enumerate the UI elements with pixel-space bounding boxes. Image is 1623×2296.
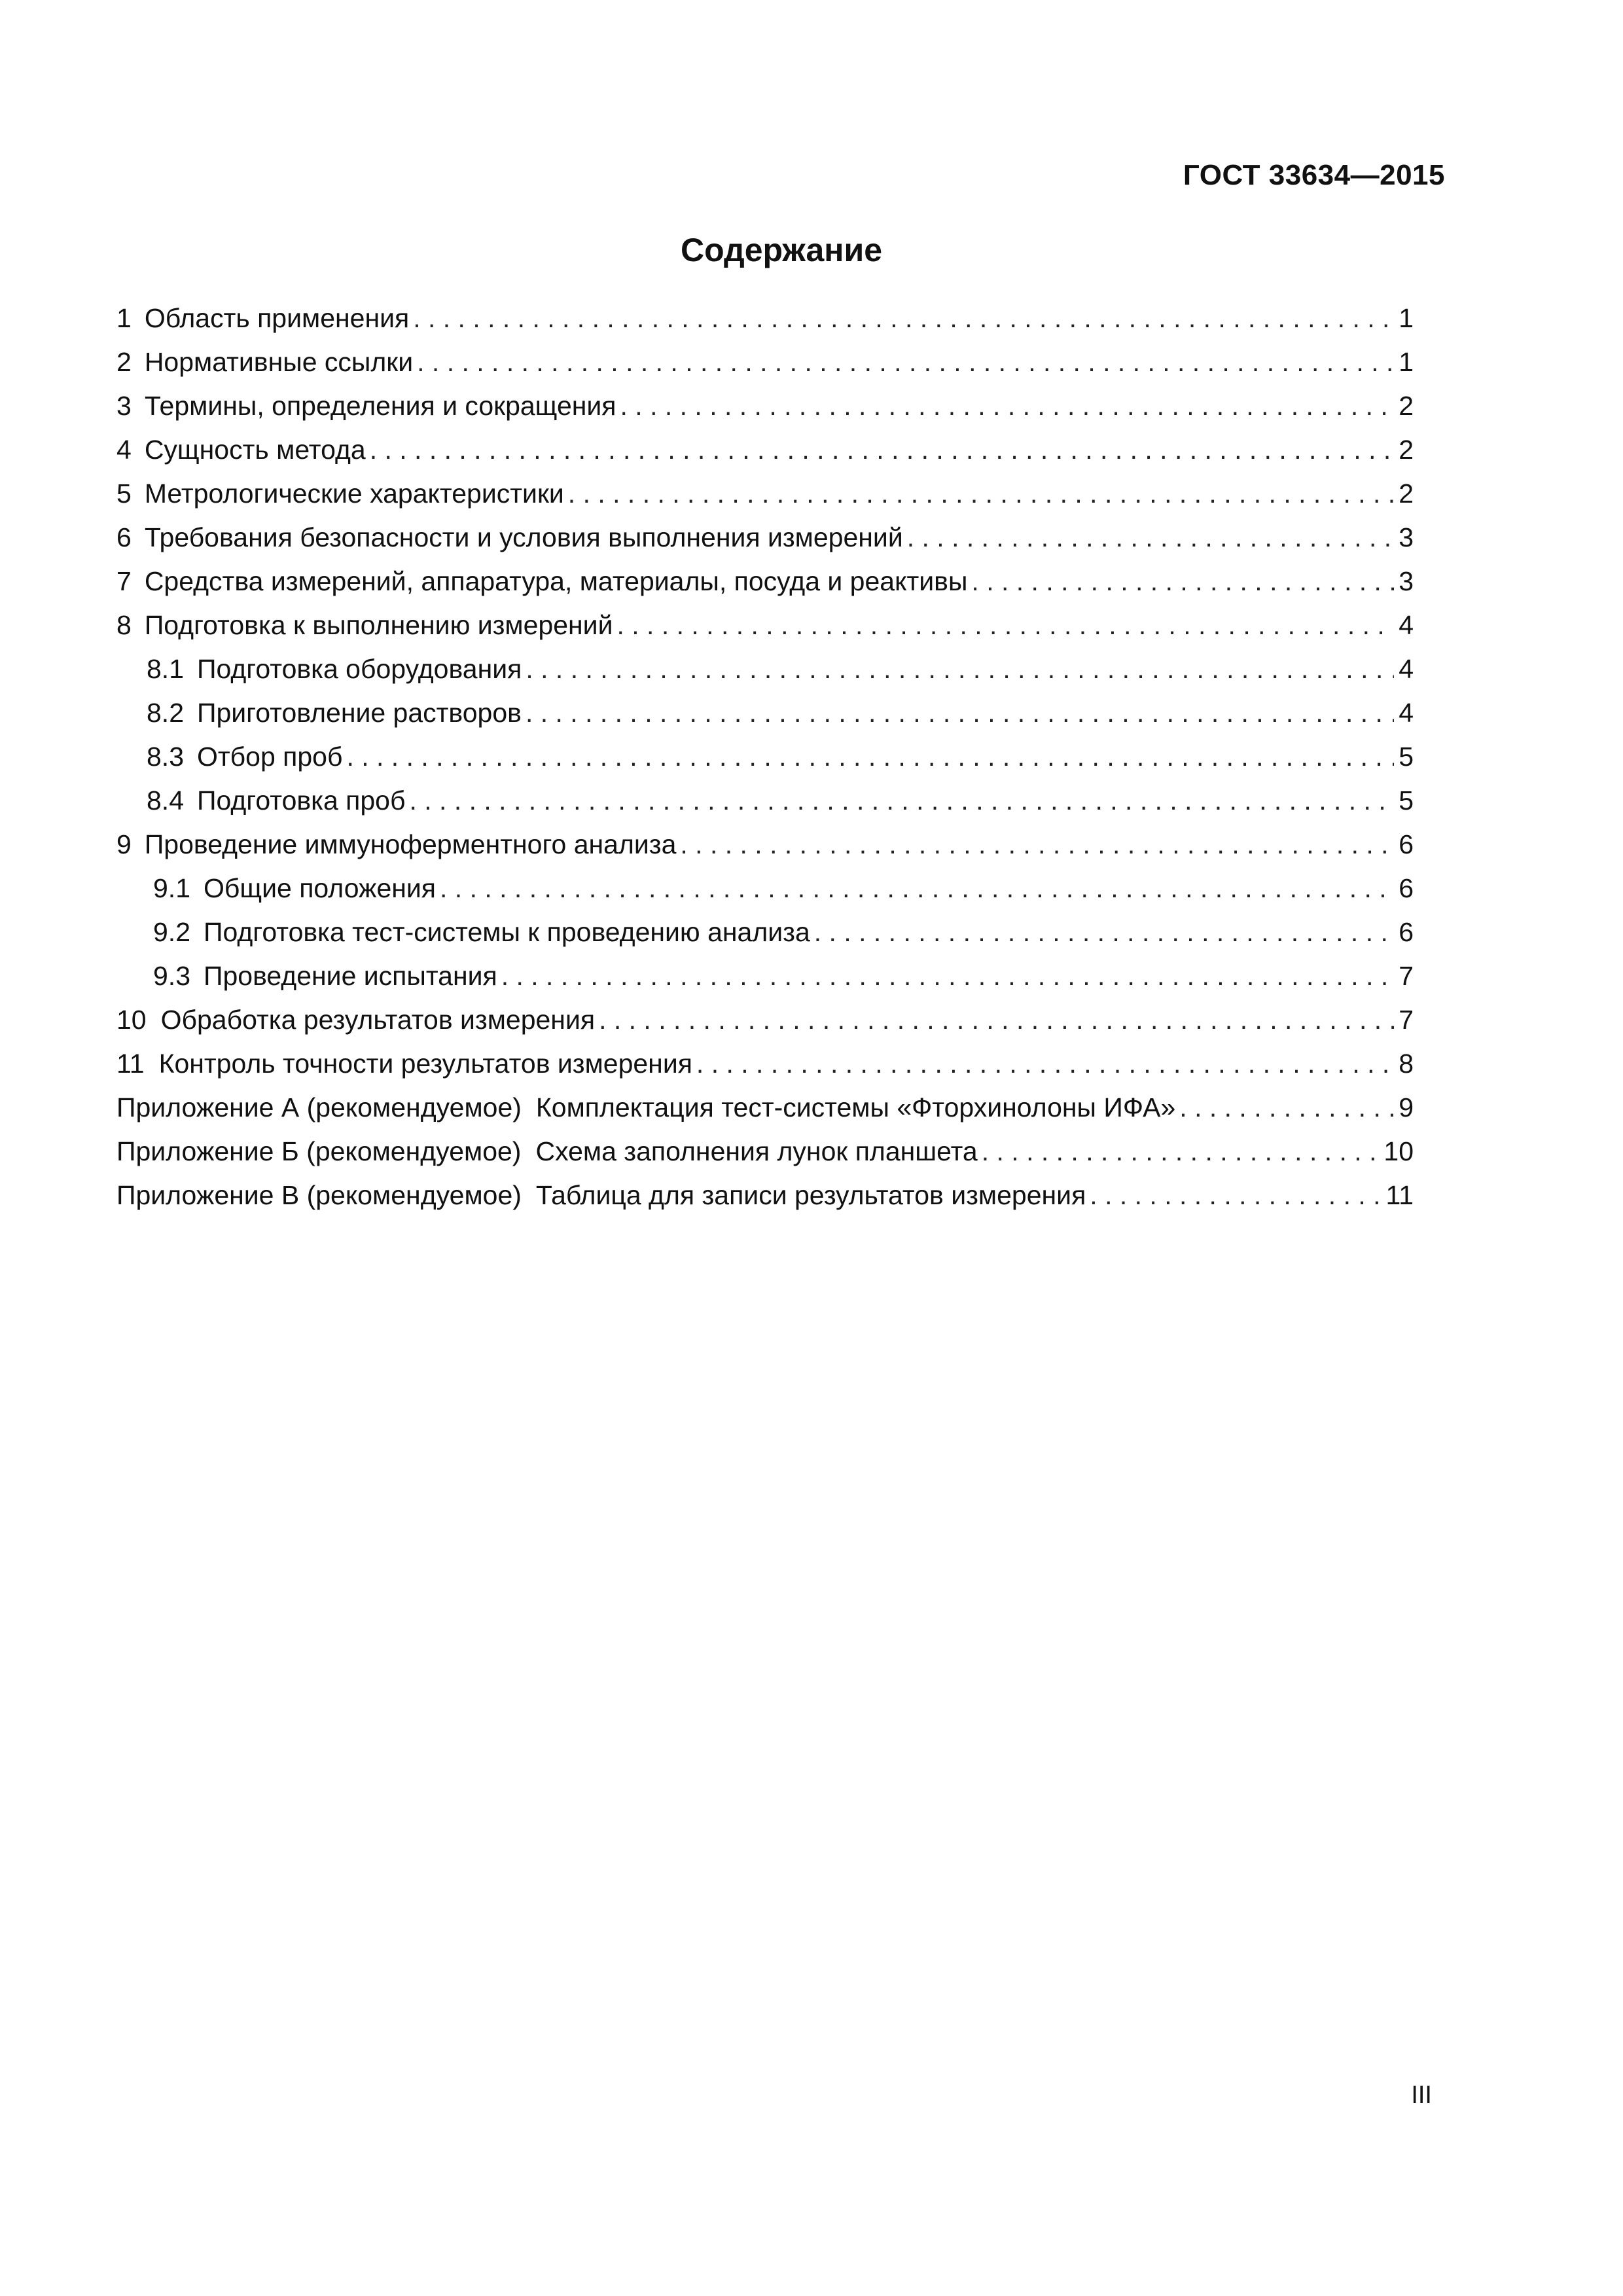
dot-leader bbox=[1090, 1174, 1382, 1217]
toc-entry-label: Сущность метода bbox=[144, 435, 366, 465]
toc-entry-label: Контроль точности результатов измерения bbox=[158, 1049, 692, 1079]
toc-entry-number: 7 bbox=[116, 566, 132, 596]
dot-leader bbox=[568, 472, 1394, 516]
toc-entry-number: 5 bbox=[116, 478, 132, 509]
toc-entry-page: 5 bbox=[1399, 742, 1414, 772]
dot-leader bbox=[814, 910, 1394, 954]
dot-leader bbox=[346, 735, 1394, 779]
toc-entry[interactable] bbox=[116, 603, 1414, 647]
toc-entry-page: 11 bbox=[1385, 1180, 1414, 1210]
toc-title: Содержание bbox=[680, 232, 883, 268]
dot-leader bbox=[696, 1042, 1394, 1086]
toc-entry[interactable] bbox=[116, 823, 1414, 867]
page-number: III bbox=[1411, 2081, 1432, 2109]
toc-entry-number: 6 bbox=[116, 522, 132, 552]
dot-leader bbox=[370, 428, 1394, 472]
toc-entry-label: Подготовка проб bbox=[197, 785, 406, 816]
toc-entry-page: 3 bbox=[1399, 566, 1414, 596]
toc-entry-page: 5 bbox=[1399, 785, 1414, 816]
toc-entry-label: Таблица для записи результатов измерения bbox=[535, 1180, 1086, 1210]
toc-entry-number: 4 bbox=[116, 435, 132, 465]
toc-entry-label: Общие положения bbox=[204, 873, 437, 903]
dot-leader bbox=[907, 516, 1394, 560]
toc-entry-number: 2 bbox=[116, 347, 132, 377]
toc-entry[interactable] bbox=[116, 472, 1414, 516]
toc-entry-page: 1 bbox=[1399, 347, 1414, 377]
toc-entry-label: Отбор проб bbox=[197, 742, 343, 772]
toc-entry-label: Метрологические характеристики bbox=[144, 478, 564, 509]
toc-entry-page: 8 bbox=[1399, 1049, 1414, 1079]
document-code: ГОСТ 33634—2015 bbox=[1183, 159, 1445, 191]
toc-entry-label: Термины, определения и сокращения bbox=[144, 391, 616, 421]
toc-entry-number: 1 bbox=[116, 303, 132, 333]
toc-entry-page: 2 bbox=[1399, 391, 1414, 421]
dot-leader bbox=[599, 998, 1394, 1042]
toc-entry-page: 4 bbox=[1399, 654, 1414, 684]
toc-entry-page: 9 bbox=[1399, 1092, 1414, 1122]
toc-entry[interactable] bbox=[116, 296, 1414, 340]
toc-subentry[interactable] bbox=[116, 910, 1414, 954]
toc-appendix-entry[interactable] bbox=[116, 1086, 1414, 1130]
appendix-designation: Приложение В (рекомендуемое) bbox=[116, 1180, 522, 1210]
toc-subentry[interactable] bbox=[116, 735, 1414, 779]
toc-entry-label: Комплектация тест-системы «Фторхинолоны ИФА» bbox=[535, 1092, 1176, 1122]
dot-leader bbox=[620, 384, 1395, 428]
toc-entry-label: Схема заполнения лунок планшета bbox=[535, 1136, 978, 1166]
toc-entry-page: 7 bbox=[1399, 1005, 1414, 1035]
toc-entry-number: 3 bbox=[116, 391, 132, 421]
toc-entry-number: 10 bbox=[116, 1005, 147, 1035]
dot-leader bbox=[413, 296, 1394, 340]
toc-entry[interactable] bbox=[116, 560, 1414, 603]
toc-entry[interactable] bbox=[116, 384, 1414, 428]
toc-entry-number: 8.4 bbox=[147, 785, 184, 816]
dot-leader bbox=[440, 867, 1394, 910]
toc-entry-page: 2 bbox=[1399, 435, 1414, 465]
toc-entry-page: 10 bbox=[1383, 1136, 1414, 1166]
toc-entry-label: Подготовка тест-системы к проведению анализа bbox=[204, 917, 810, 947]
dot-leader bbox=[501, 954, 1394, 998]
toc-entry-page: 7 bbox=[1399, 961, 1414, 991]
dot-leader bbox=[680, 823, 1394, 867]
toc-entry[interactable] bbox=[116, 428, 1414, 472]
toc-entry[interactable] bbox=[116, 998, 1414, 1042]
appendix-designation: Приложение А (рекомендуемое) bbox=[116, 1092, 522, 1122]
toc-entry-page: 6 bbox=[1399, 917, 1414, 947]
toc-entry-number: 9.1 bbox=[153, 873, 190, 903]
toc-entry-label: Нормативные ссылки bbox=[144, 347, 414, 377]
toc-entry[interactable] bbox=[116, 1042, 1414, 1086]
dot-leader bbox=[417, 340, 1394, 384]
dot-leader bbox=[616, 603, 1394, 647]
toc-entry-label: Подготовка к выполнению измерений bbox=[144, 610, 613, 640]
appendix-designation: Приложение Б (рекомендуемое) bbox=[116, 1136, 522, 1166]
dot-leader bbox=[526, 647, 1394, 691]
table-of-contents bbox=[116, 296, 1414, 1217]
toc-entry-number: 9.2 bbox=[153, 917, 190, 947]
dot-leader bbox=[982, 1130, 1380, 1174]
toc-entry-label: Приготовление растворов bbox=[197, 698, 522, 728]
toc-entry-number: 8.2 bbox=[147, 698, 184, 728]
toc-subentry[interactable] bbox=[116, 867, 1414, 910]
toc-entry-label: Средства измерений, аппаратура, материалы, посуда и реактивы bbox=[144, 566, 968, 596]
toc-appendix-entry[interactable] bbox=[116, 1130, 1414, 1174]
toc-entry-label: Область применения bbox=[144, 303, 410, 333]
toc-entry-number: 9 bbox=[116, 829, 132, 859]
toc-subentry[interactable] bbox=[116, 954, 1414, 998]
toc-entry-page: 6 bbox=[1399, 829, 1414, 859]
dot-leader bbox=[1179, 1086, 1394, 1130]
toc-entry[interactable] bbox=[116, 516, 1414, 560]
toc-entry-number: 8 bbox=[116, 610, 132, 640]
toc-entry-label: Проведение иммуноферментного анализа bbox=[144, 829, 677, 859]
toc-entry-page: 4 bbox=[1399, 610, 1414, 640]
toc-entry-number: 11 bbox=[116, 1049, 145, 1079]
dot-leader bbox=[526, 691, 1394, 735]
toc-entry-label: Обработка результатов измерения bbox=[160, 1005, 596, 1035]
toc-entry-page: 1 bbox=[1399, 303, 1414, 333]
toc-entry-number: 9.3 bbox=[153, 961, 190, 991]
toc-entry-page: 2 bbox=[1399, 478, 1414, 509]
toc-subentry[interactable] bbox=[116, 691, 1414, 735]
toc-appendix-entry[interactable] bbox=[116, 1174, 1414, 1217]
toc-entry[interactable] bbox=[116, 340, 1414, 384]
dot-leader bbox=[971, 560, 1394, 603]
toc-entry-label: Проведение испытания bbox=[204, 961, 497, 991]
toc-entry-page: 4 bbox=[1399, 698, 1414, 728]
toc-entry-number: 8.1 bbox=[147, 654, 184, 684]
toc-subentry[interactable] bbox=[116, 647, 1414, 691]
toc-entry-page: 6 bbox=[1399, 873, 1414, 903]
dot-leader bbox=[409, 779, 1394, 823]
toc-subentry[interactable] bbox=[116, 779, 1414, 823]
toc-entry-label: Требования безопасности и условия выполнения измерений bbox=[144, 522, 903, 552]
toc-entry-number: 8.3 bbox=[147, 742, 184, 772]
toc-entry-page: 3 bbox=[1399, 522, 1414, 552]
toc-entry-label: Подготовка оборудования bbox=[197, 654, 522, 684]
